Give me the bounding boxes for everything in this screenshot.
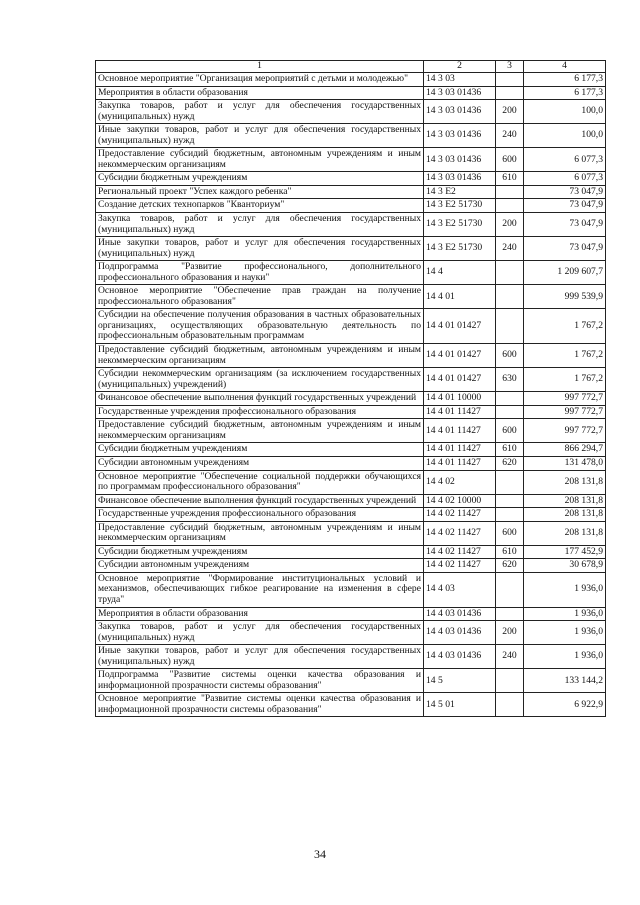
row-code-cell: 14 4 03 01436 — [424, 645, 496, 669]
row-code-cell: 14 4 03 01436 — [424, 621, 496, 645]
table-row — [96, 199, 606, 213]
table-row — [96, 285, 606, 309]
row-code-cell: 14 3 03 01436 — [424, 86, 496, 100]
row-expense-type-cell: 610 — [496, 172, 524, 186]
header-col-1: 1 — [96, 61, 424, 73]
row-expense-type-cell: 240 — [496, 237, 524, 261]
row-name-cell: Субсидии некоммерческим организациям (за исключением государственных (муниципальных) учреждений) — [96, 368, 424, 392]
row-name-cell: Основное мероприятие "Обеспечение прав граждан на получение профессионального образования" — [96, 285, 424, 309]
row-code-cell: 14 4 02 11427 — [424, 508, 496, 522]
row-name-cell: Финансовое обеспечение выполнения функций государственных учреждений — [96, 392, 424, 406]
row-code-cell: 14 3 03 01436 — [424, 172, 496, 186]
table-row — [96, 419, 606, 443]
table-row — [96, 392, 606, 406]
row-amount-cell: 177 452,9 — [524, 545, 606, 559]
row-amount-cell: 997 772,7 — [524, 419, 606, 443]
row-code-cell: 14 4 03 — [424, 572, 496, 607]
table-row — [96, 456, 606, 470]
row-code-cell: 14 5 — [424, 669, 496, 693]
table-row — [96, 559, 606, 573]
row-code-cell: 14 3 03 01436 — [424, 100, 496, 124]
row-amount-cell: 208 131,8 — [524, 470, 606, 494]
row-amount-cell: 208 131,8 — [524, 521, 606, 545]
row-name-cell: Субсидии бюджетным учреждениям — [96, 443, 424, 457]
row-code-cell: 14 4 01 01427 — [424, 368, 496, 392]
table-row — [96, 148, 606, 172]
row-name-cell: Подпрограмма "Развитие профессионального, дополнительного профессионального образования и науки" — [96, 261, 424, 285]
row-amount-cell: 999 539,9 — [524, 285, 606, 309]
table-row — [96, 172, 606, 186]
row-name-cell: Субсидии на обеспечение получения образования в частных образовательных организациях, осуществляющих образовательную деятельность по профессиональным образовательным программам — [96, 309, 424, 344]
row-code-cell: 14 3 E2 51730 — [424, 237, 496, 261]
row-expense-type-cell: 200 — [496, 100, 524, 124]
table-row — [96, 508, 606, 522]
row-name-cell: Региональный проект "Успех каждого ребенка" — [96, 185, 424, 199]
table-row — [96, 645, 606, 669]
table-row — [96, 344, 606, 368]
row-name-cell: Государственные учреждения профессионального образования — [96, 508, 424, 522]
row-expense-type-cell — [496, 494, 524, 508]
row-code-cell: 14 3 03 01436 — [424, 124, 496, 148]
row-expense-type-cell — [496, 199, 524, 213]
row-name-cell: Мероприятия в области образования — [96, 86, 424, 100]
table-row — [96, 405, 606, 419]
table-row — [96, 213, 606, 237]
row-code-cell: 14 4 01 10000 — [424, 392, 496, 406]
row-code-cell: 14 4 02 11427 — [424, 559, 496, 573]
row-expense-type-cell — [496, 86, 524, 100]
row-expense-type-cell: 630 — [496, 368, 524, 392]
row-expense-type-cell — [496, 470, 524, 494]
table-row — [96, 443, 606, 457]
row-expense-type-cell: 240 — [496, 645, 524, 669]
row-expense-type-cell: 600 — [496, 419, 524, 443]
row-name-cell: Мероприятия в области образования — [96, 607, 424, 621]
row-name-cell: Субсидии автономным учреждениям — [96, 559, 424, 573]
row-code-cell: 14 5 01 — [424, 693, 496, 717]
row-expense-type-cell — [496, 405, 524, 419]
table-row — [96, 73, 606, 87]
row-expense-type-cell — [496, 285, 524, 309]
row-amount-cell: 1 767,2 — [524, 368, 606, 392]
row-amount-cell: 73 047,9 — [524, 213, 606, 237]
table-row — [96, 470, 606, 494]
row-expense-type-cell — [496, 508, 524, 522]
row-expense-type-cell: 610 — [496, 443, 524, 457]
row-amount-cell: 73 047,9 — [524, 237, 606, 261]
row-amount-cell: 208 131,8 — [524, 494, 606, 508]
row-expense-type-cell — [496, 392, 524, 406]
table-row — [96, 572, 606, 607]
row-amount-cell: 131 478,0 — [524, 456, 606, 470]
table-row — [96, 185, 606, 199]
row-expense-type-cell — [496, 693, 524, 717]
row-name-cell: Основное мероприятие "Формирование институциональных условий и механизмов, обеспечивающих гибкое реагирование на изменения в сфере труда" — [96, 572, 424, 607]
header-col-4: 4 — [524, 61, 606, 73]
row-expense-type-cell: 620 — [496, 559, 524, 573]
row-code-cell: 14 4 02 11427 — [424, 545, 496, 559]
row-amount-cell: 866 294,7 — [524, 443, 606, 457]
table-row — [96, 368, 606, 392]
row-code-cell: 14 3 E2 — [424, 185, 496, 199]
row-expense-type-cell: 620 — [496, 456, 524, 470]
budget-table — [95, 60, 606, 717]
header-col-2: 2 — [424, 61, 496, 73]
table-row — [96, 521, 606, 545]
row-name-cell: Иные закупки товаров, работ и услуг для обеспечения государственных (муниципальных) нужд — [96, 645, 424, 669]
row-name-cell: Основное мероприятие "Обеспечение социальной поддержки обучающихся по программам профессионального образования" — [96, 470, 424, 494]
row-amount-cell: 30 678,9 — [524, 559, 606, 573]
row-code-cell: 14 4 02 — [424, 470, 496, 494]
table-row — [96, 124, 606, 148]
row-amount-cell: 1 936,0 — [524, 572, 606, 607]
row-amount-cell: 100,0 — [524, 100, 606, 124]
row-code-cell: 14 3 E2 51730 — [424, 213, 496, 237]
row-code-cell: 14 4 01 01427 — [424, 344, 496, 368]
row-name-cell: Закупка товаров, работ и услуг для обеспечения государственных (муниципальных) нужд — [96, 100, 424, 124]
row-code-cell: 14 3 03 — [424, 73, 496, 87]
row-amount-cell: 997 772,7 — [524, 405, 606, 419]
table-row — [96, 693, 606, 717]
row-expense-type-cell: 610 — [496, 545, 524, 559]
header-row — [96, 61, 606, 73]
row-name-cell: Основное мероприятие "Организация мероприятий с детьми и молодежью" — [96, 73, 424, 87]
row-name-cell: Предоставление субсидий бюджетным, автономным учреждениям и иным некоммерческим организациям — [96, 148, 424, 172]
row-code-cell: 14 4 01 — [424, 285, 496, 309]
row-expense-type-cell — [496, 73, 524, 87]
row-amount-cell: 6 077,3 — [524, 172, 606, 186]
row-code-cell: 14 4 01 11427 — [424, 456, 496, 470]
table-row — [96, 100, 606, 124]
row-code-cell: 14 3 E2 51730 — [424, 199, 496, 213]
row-amount-cell: 6 922,9 — [524, 693, 606, 717]
row-expense-type-cell — [496, 309, 524, 344]
row-expense-type-cell: 240 — [496, 124, 524, 148]
table-row — [96, 545, 606, 559]
table-row — [96, 607, 606, 621]
row-amount-cell: 997 772,7 — [524, 392, 606, 406]
row-amount-cell: 133 144,2 — [524, 669, 606, 693]
row-code-cell: 14 4 02 10000 — [424, 494, 496, 508]
row-expense-type-cell: 600 — [496, 521, 524, 545]
row-code-cell: 14 4 01 11427 — [424, 405, 496, 419]
row-expense-type-cell — [496, 607, 524, 621]
row-name-cell: Основное мероприятие "Развитие системы оценки качества образования и информационной прозрачности системы образования" — [96, 693, 424, 717]
header-col-3: 3 — [496, 61, 524, 73]
row-name-cell: Государственные учреждения профессионального образования — [96, 405, 424, 419]
row-name-cell: Предоставление субсидий бюджетным, автономным учреждениям и иным некоммерческим организациям — [96, 344, 424, 368]
row-code-cell: 14 4 02 11427 — [424, 521, 496, 545]
row-amount-cell: 6 077,3 — [524, 148, 606, 172]
row-expense-type-cell — [496, 572, 524, 607]
table-row — [96, 621, 606, 645]
row-amount-cell: 6 177,3 — [524, 73, 606, 87]
row-name-cell: Субсидии автономным учреждениям — [96, 456, 424, 470]
row-amount-cell: 73 047,9 — [524, 185, 606, 199]
row-name-cell: Подпрограмма "Развитие системы оценки качества образования и информационной прозрачности системы образования" — [96, 669, 424, 693]
row-amount-cell: 1 209 607,7 — [524, 261, 606, 285]
row-expense-type-cell — [496, 669, 524, 693]
row-expense-type-cell: 600 — [496, 148, 524, 172]
row-name-cell: Закупка товаров, работ и услуг для обеспечения государственных (муниципальных) нужд — [96, 621, 424, 645]
row-code-cell: 14 4 03 01436 — [424, 607, 496, 621]
row-expense-type-cell: 600 — [496, 344, 524, 368]
row-name-cell: Предоставление субсидий бюджетным, автономным учреждениям и иным некоммерческим организациям — [96, 419, 424, 443]
row-amount-cell: 208 131,8 — [524, 508, 606, 522]
row-expense-type-cell: 200 — [496, 213, 524, 237]
table-row — [96, 669, 606, 693]
row-amount-cell: 6 177,3 — [524, 86, 606, 100]
row-expense-type-cell — [496, 185, 524, 199]
table-row — [96, 86, 606, 100]
row-amount-cell: 1 936,0 — [524, 621, 606, 645]
row-code-cell: 14 3 03 01436 — [424, 148, 496, 172]
budget-table-body — [96, 61, 606, 717]
row-code-cell: 14 4 01 11427 — [424, 443, 496, 457]
row-name-cell: Закупка товаров, работ и услуг для обеспечения государственных (муниципальных) нужд — [96, 213, 424, 237]
row-name-cell: Субсидии бюджетным учреждениям — [96, 545, 424, 559]
row-amount-cell: 1 767,2 — [524, 344, 606, 368]
row-amount-cell: 1 936,0 — [524, 645, 606, 669]
row-expense-type-cell: 200 — [496, 621, 524, 645]
row-name-cell: Субсидии бюджетным учреждениям — [96, 172, 424, 186]
row-name-cell: Предоставление субсидий бюджетным, автономным учреждениям и иным некоммерческим организациям — [96, 521, 424, 545]
row-code-cell: 14 4 01 11427 — [424, 419, 496, 443]
table-row — [96, 309, 606, 344]
row-name-cell: Финансовое обеспечение выполнения функций государственных учреждений — [96, 494, 424, 508]
row-amount-cell: 1 936,0 — [524, 607, 606, 621]
row-amount-cell: 73 047,9 — [524, 199, 606, 213]
table-row — [96, 237, 606, 261]
table-row — [96, 494, 606, 508]
row-name-cell: Иные закупки товаров, работ и услуг для обеспечения государственных (муниципальных) нужд — [96, 124, 424, 148]
row-code-cell: 14 4 01 01427 — [424, 309, 496, 344]
row-amount-cell: 100,0 — [524, 124, 606, 148]
page-number: 34 — [314, 847, 326, 861]
row-name-cell: Создание детских технопарков "Кванториум" — [96, 199, 424, 213]
row-name-cell: Иные закупки товаров, работ и услуг для обеспечения государственных (муниципальных) нужд — [96, 237, 424, 261]
table-row — [96, 261, 606, 285]
row-code-cell: 14 4 — [424, 261, 496, 285]
row-amount-cell: 1 767,2 — [524, 309, 606, 344]
row-expense-type-cell — [496, 261, 524, 285]
